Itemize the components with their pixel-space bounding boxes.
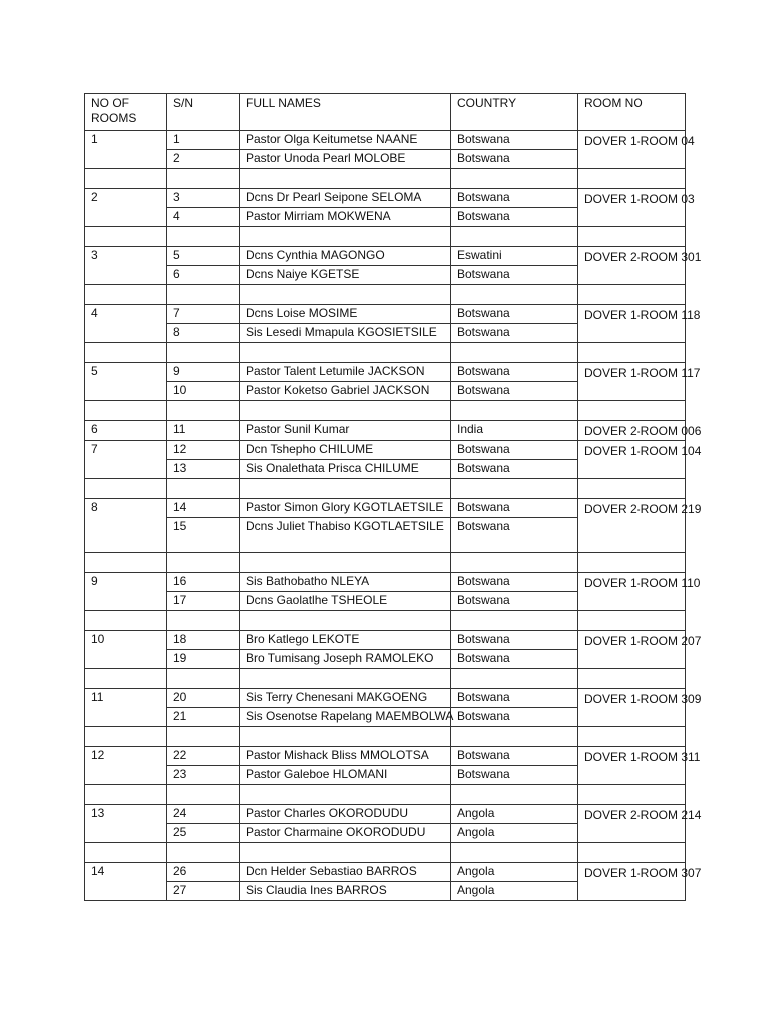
empty-cell	[451, 343, 578, 363]
table-row	[85, 421, 686, 441]
country-cell: Botswana	[451, 689, 578, 708]
table-row	[85, 863, 686, 882]
full-name-cell: Pastor Simon Glory KGOTLAETSILE	[240, 499, 451, 518]
room-count-cell: 2	[85, 189, 167, 227]
room-count-cell: 8	[85, 499, 167, 553]
room-count-cell: 12	[85, 747, 167, 785]
room-count-cell: 5	[85, 363, 167, 401]
full-name-cell: Pastor Mishack Bliss MMOLOTSA	[240, 747, 451, 766]
serial-number-cell: 18	[167, 631, 240, 650]
empty-cell	[240, 343, 451, 363]
empty-cell	[240, 169, 451, 189]
room-count-cell: 3	[85, 247, 167, 285]
country-cell: Botswana	[451, 650, 578, 669]
full-name-cell: Pastor Charles OKORODUDU	[240, 805, 451, 824]
empty-cell	[167, 785, 240, 805]
full-name-cell: Dcns Cynthia MAGONGO	[240, 247, 451, 266]
table-row	[85, 499, 686, 518]
separator-row	[85, 553, 686, 573]
room-count-cell: 10	[85, 631, 167, 669]
full-name-cell: Dcns Dr Pearl Seipone SELOMA	[240, 189, 451, 208]
serial-number-cell: 22	[167, 747, 240, 766]
serial-number-cell: 2	[167, 150, 240, 169]
table-body	[85, 131, 702, 901]
empty-cell	[167, 479, 240, 499]
full-name-cell: Pastor Sunil Kumar	[240, 421, 451, 441]
table-row	[85, 131, 686, 150]
empty-cell	[240, 611, 451, 631]
serial-number-cell: 20	[167, 689, 240, 708]
room-number-cell: DOVER 2-ROOM 214	[578, 805, 686, 843]
header-country: COUNTRY	[451, 94, 578, 131]
country-cell: Eswatini	[451, 247, 578, 266]
empty-cell	[451, 611, 578, 631]
empty-cell	[451, 479, 578, 499]
serial-number-cell: 12	[167, 441, 240, 460]
full-name-cell: Sis Onalethata Prisca CHILUME	[240, 460, 451, 479]
full-name-cell: Sis Terry Chenesani MAKGOENG	[240, 689, 451, 708]
full-name-cell: Dcn Helder Sebastiao BARROS	[240, 863, 451, 882]
room-number-cell: DOVER 1-ROOM 118	[578, 305, 686, 343]
serial-number-cell: 9	[167, 363, 240, 382]
empty-cell	[578, 727, 686, 747]
serial-number-cell: 14	[167, 499, 240, 518]
empty-cell	[167, 227, 240, 247]
empty-cell	[578, 553, 686, 573]
empty-cell	[578, 785, 686, 805]
separator-row	[85, 479, 686, 499]
full-name-cell: Dcns Naiye KGETSE	[240, 266, 451, 285]
header-sn: S/N	[167, 94, 240, 131]
country-cell: Botswana	[451, 150, 578, 169]
empty-cell	[85, 843, 167, 863]
empty-cell	[240, 843, 451, 863]
room-count-cell: 13	[85, 805, 167, 843]
full-name-cell: Sis Bathobatho NLEYA	[240, 573, 451, 592]
country-cell: Botswana	[451, 766, 578, 785]
full-name-cell: Pastor Mirriam MOKWENA	[240, 208, 451, 227]
table-row	[85, 631, 686, 650]
separator-row	[85, 227, 686, 247]
country-cell: Botswana	[451, 747, 578, 766]
serial-number-cell: 7	[167, 305, 240, 324]
country-cell: Botswana	[451, 305, 578, 324]
separator-row	[85, 611, 686, 631]
room-number-cell: DOVER 1-ROOM 311	[578, 747, 686, 785]
room-number-cell: DOVER 2-ROOM 301	[578, 247, 686, 285]
separator-row	[85, 169, 686, 189]
empty-cell	[240, 401, 451, 421]
table-row	[85, 441, 686, 460]
separator-row	[85, 669, 686, 689]
empty-cell	[451, 843, 578, 863]
separator-row	[85, 785, 686, 805]
room-number-cell: DOVER 1-ROOM 207	[578, 631, 686, 669]
table-row	[85, 189, 686, 208]
empty-cell	[578, 843, 686, 863]
empty-cell	[578, 285, 686, 305]
country-cell: Botswana	[451, 592, 578, 611]
serial-number-cell: 26	[167, 863, 240, 882]
serial-number-cell: 19	[167, 650, 240, 669]
empty-cell	[167, 169, 240, 189]
empty-cell	[85, 343, 167, 363]
empty-cell	[167, 285, 240, 305]
empty-cell	[85, 227, 167, 247]
country-cell: Angola	[451, 824, 578, 843]
table-header-row	[85, 94, 686, 131]
full-name-cell: Bro Katlego LEKOTE	[240, 631, 451, 650]
serial-number-cell: 13	[167, 460, 240, 479]
room-number-cell: DOVER 1-ROOM 03	[578, 189, 686, 227]
country-cell: Botswana	[451, 631, 578, 650]
empty-cell	[85, 169, 167, 189]
empty-cell	[451, 669, 578, 689]
table-row	[85, 573, 686, 592]
room-number-cell: DOVER 2-ROOM 219	[578, 499, 686, 553]
serial-number-cell: 8	[167, 324, 240, 343]
full-name-cell: Sis Lesedi Mmapula KGOSIETSILE	[240, 324, 451, 343]
full-name-cell: Pastor Charmaine OKORODUDU	[240, 824, 451, 843]
empty-cell	[451, 553, 578, 573]
empty-cell	[578, 611, 686, 631]
empty-cell	[167, 553, 240, 573]
country-cell: India	[451, 421, 578, 441]
header-room-no: ROOM NO	[578, 94, 686, 131]
serial-number-cell: 17	[167, 592, 240, 611]
empty-cell	[451, 785, 578, 805]
empty-cell	[85, 669, 167, 689]
room-number-cell: DOVER 1-ROOM 04	[578, 131, 686, 169]
full-name-cell: Bro Tumisang Joseph RAMOLEKO	[240, 650, 451, 669]
full-name-cell: Pastor Talent Letumile JACKSON	[240, 363, 451, 382]
empty-cell	[167, 343, 240, 363]
country-cell: Botswana	[451, 573, 578, 592]
room-number-cell: DOVER 1-ROOM 117	[578, 363, 686, 401]
country-cell: Botswana	[451, 324, 578, 343]
empty-cell	[85, 611, 167, 631]
empty-cell	[578, 343, 686, 363]
empty-cell	[578, 479, 686, 499]
country-cell: Botswana	[451, 460, 578, 479]
table-row	[85, 305, 686, 324]
serial-number-cell: 25	[167, 824, 240, 843]
serial-number-cell: 3	[167, 189, 240, 208]
serial-number-cell: 11	[167, 421, 240, 441]
empty-cell	[167, 611, 240, 631]
country-cell: Botswana	[451, 499, 578, 518]
empty-cell	[85, 479, 167, 499]
country-cell: Angola	[451, 805, 578, 824]
empty-cell	[451, 169, 578, 189]
empty-cell	[85, 285, 167, 305]
room-count-cell: 6	[85, 421, 167, 441]
country-cell: Botswana	[451, 208, 578, 227]
serial-number-cell: 5	[167, 247, 240, 266]
serial-number-cell: 24	[167, 805, 240, 824]
empty-cell	[85, 553, 167, 573]
serial-number-cell: 6	[167, 266, 240, 285]
empty-cell	[167, 843, 240, 863]
empty-cell	[85, 401, 167, 421]
empty-cell	[240, 727, 451, 747]
separator-row	[85, 285, 686, 305]
table-row	[85, 363, 686, 382]
full-name-cell: Dcn Tshepho CHILUME	[240, 441, 451, 460]
empty-cell	[451, 227, 578, 247]
serial-number-cell: 4	[167, 208, 240, 227]
full-name-cell: Dcns Loise MOSIME	[240, 305, 451, 324]
empty-cell	[240, 227, 451, 247]
serial-number-cell: 10	[167, 382, 240, 401]
full-name-cell: Pastor Olga Keitumetse NAANE	[240, 131, 451, 150]
country-cell: Botswana	[451, 708, 578, 727]
table-row	[85, 747, 686, 766]
serial-number-cell: 21	[167, 708, 240, 727]
empty-cell	[578, 401, 686, 421]
full-name-cell: Sis Claudia Ines BARROS	[240, 882, 451, 901]
empty-cell	[85, 785, 167, 805]
country-cell: Botswana	[451, 518, 578, 553]
room-number-cell: DOVER 1-ROOM 110	[578, 573, 686, 611]
empty-cell	[167, 727, 240, 747]
room-count-cell: 11	[85, 689, 167, 727]
separator-row	[85, 401, 686, 421]
full-name-cell: Pastor Galeboe HLOMANI	[240, 766, 451, 785]
room-count-cell: 4	[85, 305, 167, 343]
room-count-cell: 14	[85, 863, 167, 901]
room-count-cell: 7	[85, 441, 167, 479]
empty-cell	[451, 285, 578, 305]
table-row	[85, 689, 686, 708]
country-cell: Angola	[451, 863, 578, 882]
table-row	[85, 805, 686, 824]
country-cell: Botswana	[451, 382, 578, 401]
empty-cell	[451, 727, 578, 747]
separator-row	[85, 727, 686, 747]
empty-cell	[451, 401, 578, 421]
empty-cell	[578, 669, 686, 689]
empty-cell	[167, 669, 240, 689]
empty-cell	[85, 727, 167, 747]
serial-number-cell: 15	[167, 518, 240, 553]
full-name-cell: Pastor Koketso Gabriel JACKSON	[240, 382, 451, 401]
country-cell: Botswana	[451, 441, 578, 460]
room-number-cell: DOVER 1-ROOM 307	[578, 863, 686, 901]
empty-cell	[240, 285, 451, 305]
empty-cell	[167, 401, 240, 421]
empty-cell	[578, 227, 686, 247]
country-cell: Botswana	[451, 131, 578, 150]
table-row	[85, 247, 686, 266]
full-name-cell: Dcns Gaolatlhe TSHEOLE	[240, 592, 451, 611]
room-allocation-table	[84, 93, 702, 901]
empty-cell	[240, 785, 451, 805]
separator-row	[85, 343, 686, 363]
country-cell: Botswana	[451, 266, 578, 285]
serial-number-cell: 1	[167, 131, 240, 150]
country-cell: Botswana	[451, 189, 578, 208]
room-number-cell: DOVER 2-ROOM 006	[578, 421, 686, 441]
serial-number-cell: 23	[167, 766, 240, 785]
serial-number-cell: 16	[167, 573, 240, 592]
full-name-cell: Dcns Juliet Thabiso KGOTLAETSILE	[240, 518, 451, 553]
room-number-cell: DOVER 1-ROOM 309	[578, 689, 686, 727]
separator-row	[85, 843, 686, 863]
country-cell: Botswana	[451, 363, 578, 382]
empty-cell	[240, 669, 451, 689]
header-no-of-rooms: NO OF ROOMS	[85, 94, 167, 131]
empty-cell	[240, 479, 451, 499]
header-full-names: FULL NAMES	[240, 94, 451, 131]
country-cell: Angola	[451, 882, 578, 901]
serial-number-cell: 27	[167, 882, 240, 901]
room-number-cell: DOVER 1-ROOM 104	[578, 441, 686, 479]
room-count-cell: 9	[85, 573, 167, 611]
full-name-cell: Sis Osenotse Rapelang MAEMBOLWA	[240, 708, 451, 727]
room-count-cell: 1	[85, 131, 167, 169]
empty-cell	[240, 553, 451, 573]
empty-cell	[578, 169, 686, 189]
full-name-cell: Pastor Unoda Pearl MOLOBE	[240, 150, 451, 169]
